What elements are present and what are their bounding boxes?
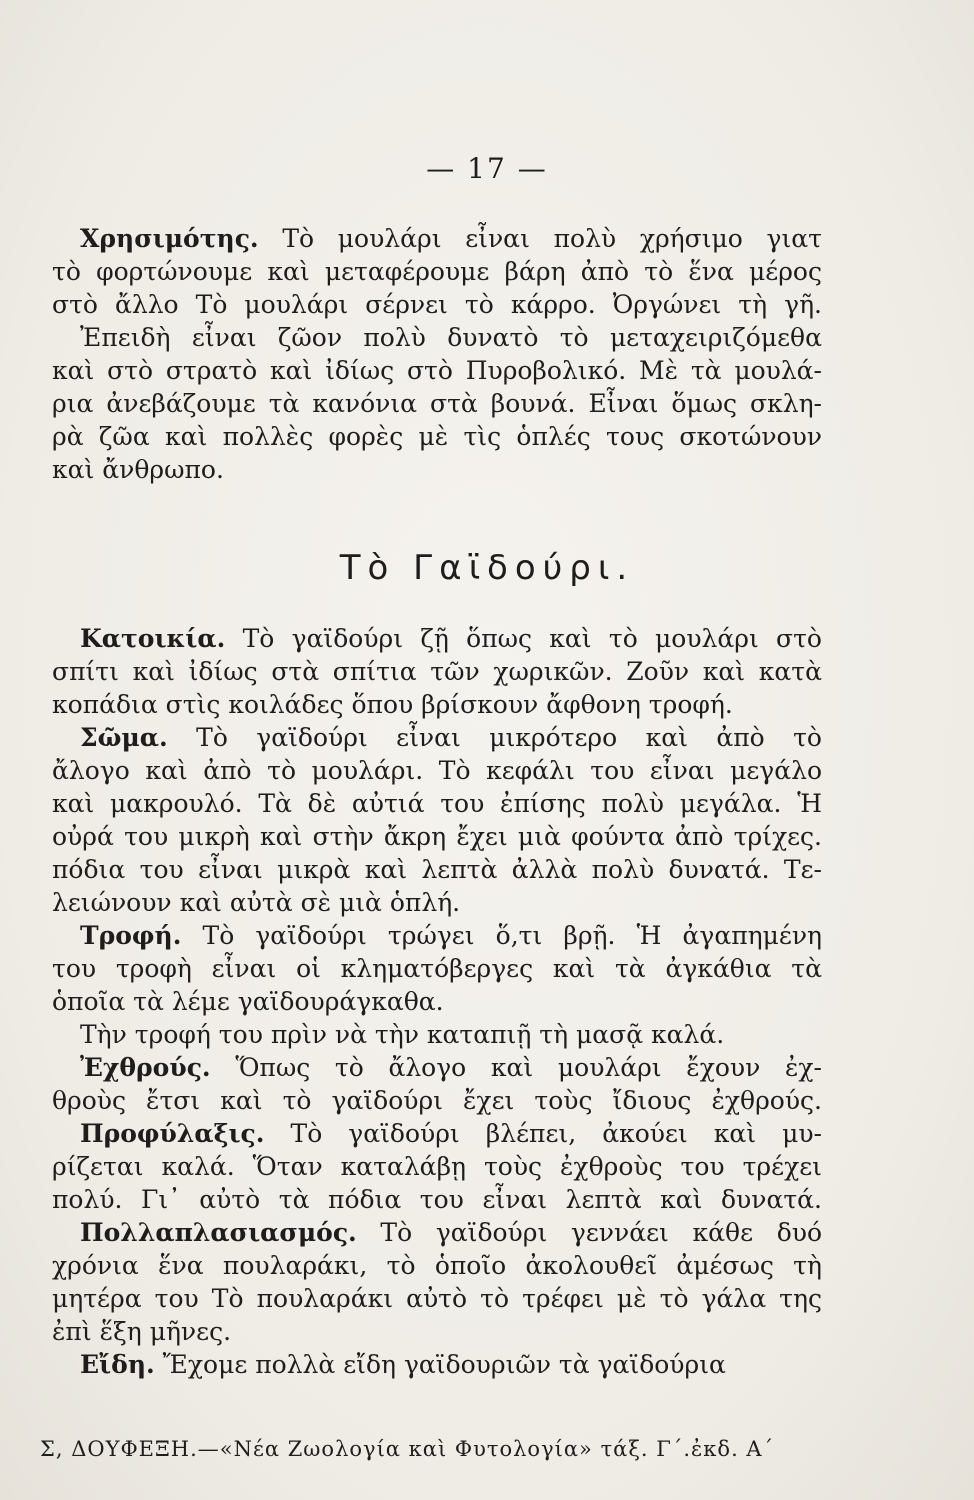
text-line: θροὺς ἔτσι καὶ τὸ γαϊδούρι ἔχει τοὺς ἴδιους ἐχθρούς. — [52, 1086, 822, 1115]
paragraph-enemies — [52, 1051, 822, 1117]
text-line: Πολλαπλασιασμός. Τὸ γαϊδούρι γεννάει κάθε δυό — [80, 1218, 822, 1247]
text-line: καὶ στὸ στρατὸ καὶ ἰδίως στὸ Πυροβολικό. Μὲ τὰ μουλά- — [52, 356, 822, 385]
text-line: καὶ ἄνθρωπο. — [52, 455, 224, 484]
text-line: ἐπὶ ἕξη μῆνες. — [52, 1317, 232, 1346]
text-line: ρια ἀνεβάζουμε τὰ κανόνια στὰ βουνά. Εἶναι ὅμως σκλη- — [52, 389, 822, 418]
paragraph-reproduction — [52, 1216, 822, 1348]
footer-citation: Σ, ΔΟΥΦΕΞΗ.—«Νέα Ζωολογία καὶ Φυτολογία» τάξ. Γ΄.ἐκδ. Α΄ — [40, 1437, 775, 1461]
text-line: ρὰ ζῶα καὶ πολλὲς φορὲς μὲ τὶς ὁπλές τους σκοτώνουν — [52, 422, 822, 451]
text-line: μητέρα του Τὸ πουλαράκι αὐτὸ τὸ τρέφει μὲ τὸ γάλα της — [52, 1284, 822, 1313]
text-line: χρόνια ἕνα πουλαράκι, τὸ ὁποῖο ἀκολουθεῖ ἀμέσως τὴ — [52, 1251, 822, 1280]
text-line: πόδια του εἶναι μικρὰ καὶ λεπτὰ ἀλλὰ πολὺ δυνατά. Τε- — [52, 855, 822, 884]
paragraph-heading: Εἴδη. — [80, 1350, 155, 1379]
text-line: λειώνουν καὶ αὐτὰ σὲ μιὰ ὁπλή. — [52, 888, 461, 917]
paragraph-heading: Ἐχθρούς. — [80, 1053, 211, 1082]
paragraph-heading: Προφύλαξις. — [80, 1119, 265, 1148]
text-line: καὶ μακρουλό. Τὰ δὲ αὐτιά του ἐπίσης πολὺ μεγάλα. Ἡ — [52, 789, 822, 818]
text-line: οὐρά του μικρὴ καὶ στὴν ἄκρη ἔχει μιὰ φούντα ἀπὸ τρίχες. — [52, 822, 822, 851]
text-line: Κατοικία. Τὸ γαϊδούρι ζῇ ὅπως καὶ τὸ μουλάρι στὸ — [80, 624, 822, 653]
section-title: Τὸ Γαϊδούρι. — [339, 548, 635, 588]
text-line: ἄλογο καὶ ἀπὸ τὸ μουλάρι. Τὸ κεφάλι του εἶναι μεγάλο — [52, 756, 822, 785]
text-line: Σῶμα. Τὸ γαϊδούρι εἶναι μικρότερο καὶ ἀπὸ τὸ — [80, 723, 822, 752]
text-line: κοπάδια στὶς κοιλάδες ὅπου βρίσκουν ἄφθονη τροφή. — [52, 690, 733, 719]
paragraph-habitat — [52, 622, 822, 721]
page-number: — 17 — — [426, 152, 548, 185]
text-line: σπίτι καὶ ἰδίως στὰ σπίτια τῶν χωρικῶν. Ζοῦν καὶ κατὰ — [52, 657, 822, 686]
paragraph-heading: Πολλαπλασιασμός. — [80, 1218, 357, 1247]
text-line: ὁποῖα τὰ λέμε γαϊδουράγκαθα. — [52, 987, 444, 1016]
paragraph-heading: Σῶμα. — [80, 723, 168, 752]
paragraph-species — [52, 1348, 822, 1381]
text-line: στὸ ἄλλο Τὸ μουλάρι σέρνει τὸ κάρρο. Ὀργώνει τὴ γῆ. — [52, 290, 822, 319]
text-line: τὸ φορτώνουμε καὶ μεταφέρουμε βάρη ἀπὸ τὸ ἕνα μέρος — [52, 257, 822, 286]
paragraph-heading: Κατοικία. — [80, 624, 226, 653]
text-line: Ἐχθρούς. Ὅπως τὸ ἄλογο καὶ μουλάρι ἔχουν ἐχ- — [80, 1053, 822, 1082]
paragraph-usefulness — [52, 222, 822, 486]
text-line: πολύ. Γι᾽ αὐτὸ τὰ πόδια του εἶναι λεπτὰ καὶ δυνατά. — [52, 1185, 822, 1214]
paragraph-protection — [52, 1117, 822, 1216]
text-line: Προφύλαξις. Τὸ γαϊδούρι βλέπει, ἀκούει καὶ μυ- — [80, 1119, 822, 1148]
text-line: ρίζεται καλά. Ὅταν καταλάβῃ τοὺς ἐχθροὺς του τρέχει — [52, 1152, 822, 1181]
paragraph-food — [52, 919, 822, 1051]
paragraph-heading: Τροφή. — [80, 921, 182, 950]
text-line: του τροφὴ εἶναι οἱ κληματόβεργες καὶ τὰ ἀγκάθια τὰ — [52, 954, 822, 983]
paragraph-body — [52, 721, 822, 919]
text-line: Τὴν τροφή του πρὶν νὰ τὴν καταπιῇ τὴ μασᾷ καλά. — [80, 1020, 725, 1049]
text-line: Τροφή. Τὸ γαϊδούρι τρώγει ὅ,τι βρῇ. Ἡ ἀγαπημένη — [80, 921, 822, 950]
paragraph-heading: Χρησιμότης. — [80, 224, 259, 253]
text-line: Ἐπειδὴ εἶναι ζῶον πολὺ δυνατὸ τὸ μεταχειριζόμεθα — [80, 323, 822, 352]
text-line: Εἴδη. Ἔχομε πολλὰ εἴδη γαϊδουριῶν τὰ γαϊδούρια — [80, 1350, 726, 1379]
text-line: Χρησιμότης. Τὸ μουλάρι εἶναι πολὺ χρήσιμο γιατ — [80, 224, 822, 253]
